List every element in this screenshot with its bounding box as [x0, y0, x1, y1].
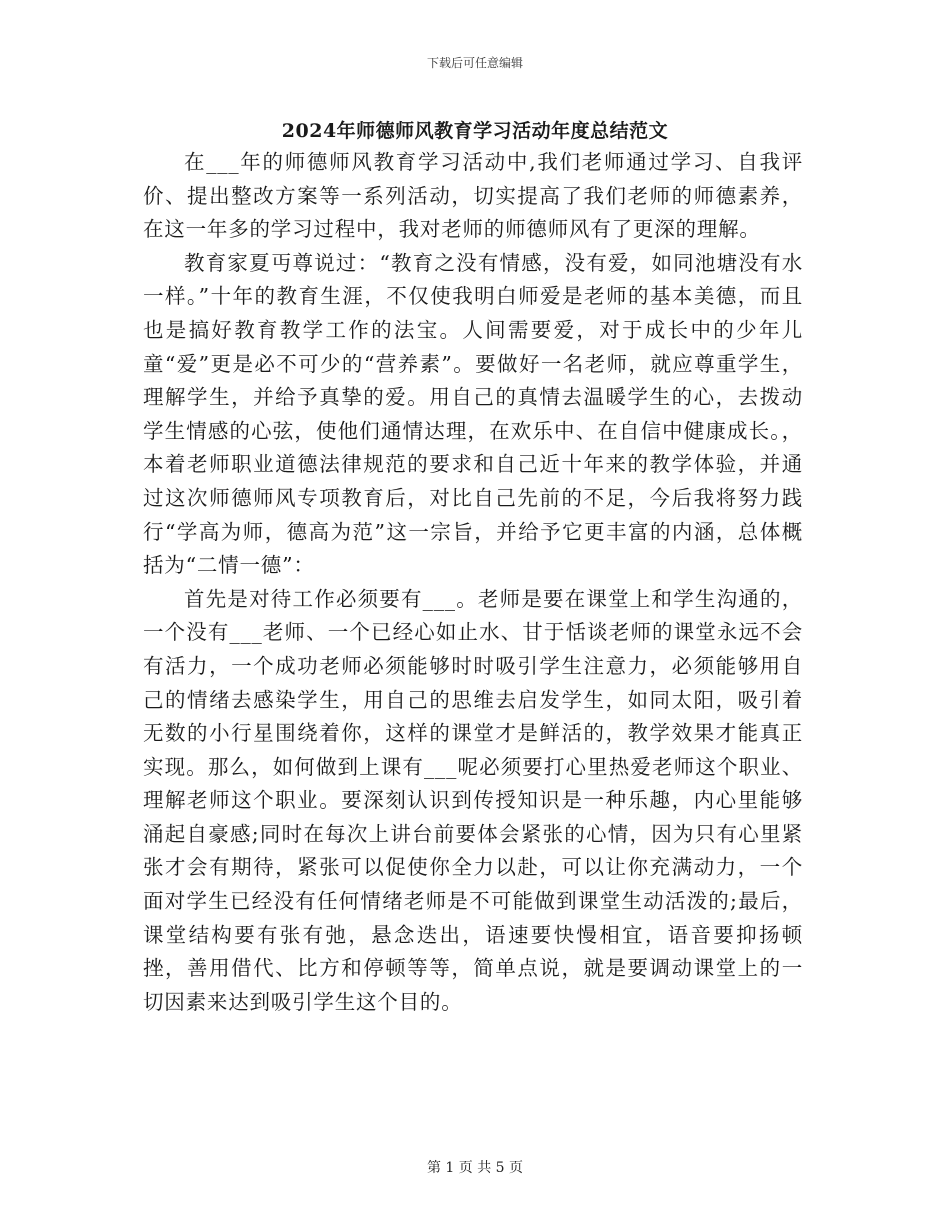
- page-header-note: 下载后可任意编辑: [426, 56, 523, 70]
- document-body: [143, 146, 803, 1019]
- document-title: 2024年师德师风教育学习活动年度总结范文: [281, 120, 669, 142]
- paragraph-enthusiasm: 首先是对待工作必须要有___。老师是要在课堂上和学生沟通的，一个没有___老师、一个已经心如止水、甘于恬谈老师的课堂永远不会有活力，一个成功老师必须能够时时吸引学生注意力，必须能够用自己的情绪去感染学生，用自己的思维去启发学生，如同太阳，吸引着无数的小行星围绕着你，这样的课堂才是鲜活的，教学效果才能真正实现。那么，如何做到上课有___呢必须要打心里热爱老师这个职业、理解老师这个职业。要深刻认识到传授知识是一种乐趣，内心里能够涌起自豪感;同时在每次上讲台前要体会紧张的心情，因为只有心里紧张才会有期待，紧张可以促使你全力以赴，可以让你充满动力，一个面对学生已经没有任何情绪老师是不可能做到课堂生动活泼的;最后，课堂结构要有张有弛，悬念迭出，语速要快慢相宜，语音要抑扬顿挫，善用借代、比方和停顿等等，简单点说，就是要调动课堂上的一切因素来达到吸引学生这个目的。: [143, 586, 803, 1014]
- paragraph-educator-quote: 教育家夏丏尊说过：“教育之没有情感，没有爱，如同池塘没有水一样。”十年的教育生涯，不仅使我明白师爱是老师的基本美德，而且也是搞好教育教学工作的法宝。人间需要爱，对于成长中的少年儿童“爱”更是必不可少的“营养素”。要做好一名老师，就应尊重学生，理解学生，并给予真挚的爱。用自己的真情去温暖学生的心，去拨动学生情感的心弦，使他们通情达理，在欢乐中、在自信中健康成长。，本着老师职业道德法律规范的要求和自己近十年来的教学体验，并通过这次师德师风专项教育后，对比自己先前的不足，今后我将努力践行“学高为师，德高为范”这一宗旨，并给予它更丰富的内涵，总体概括为“二情一德”：: [143, 250, 803, 578]
- page-number: 第 1 页 共 5 页: [426, 1160, 524, 1176]
- paragraph-intro: 在___年的师德师风教育学习活动中,我们老师通过学习、自我评价、提出整改方案等一系列活动，切实提高了我们老师的师德素养，在这一年多的学习过程中，我对老师的师德师风有了更深的理解。: [143, 150, 803, 242]
